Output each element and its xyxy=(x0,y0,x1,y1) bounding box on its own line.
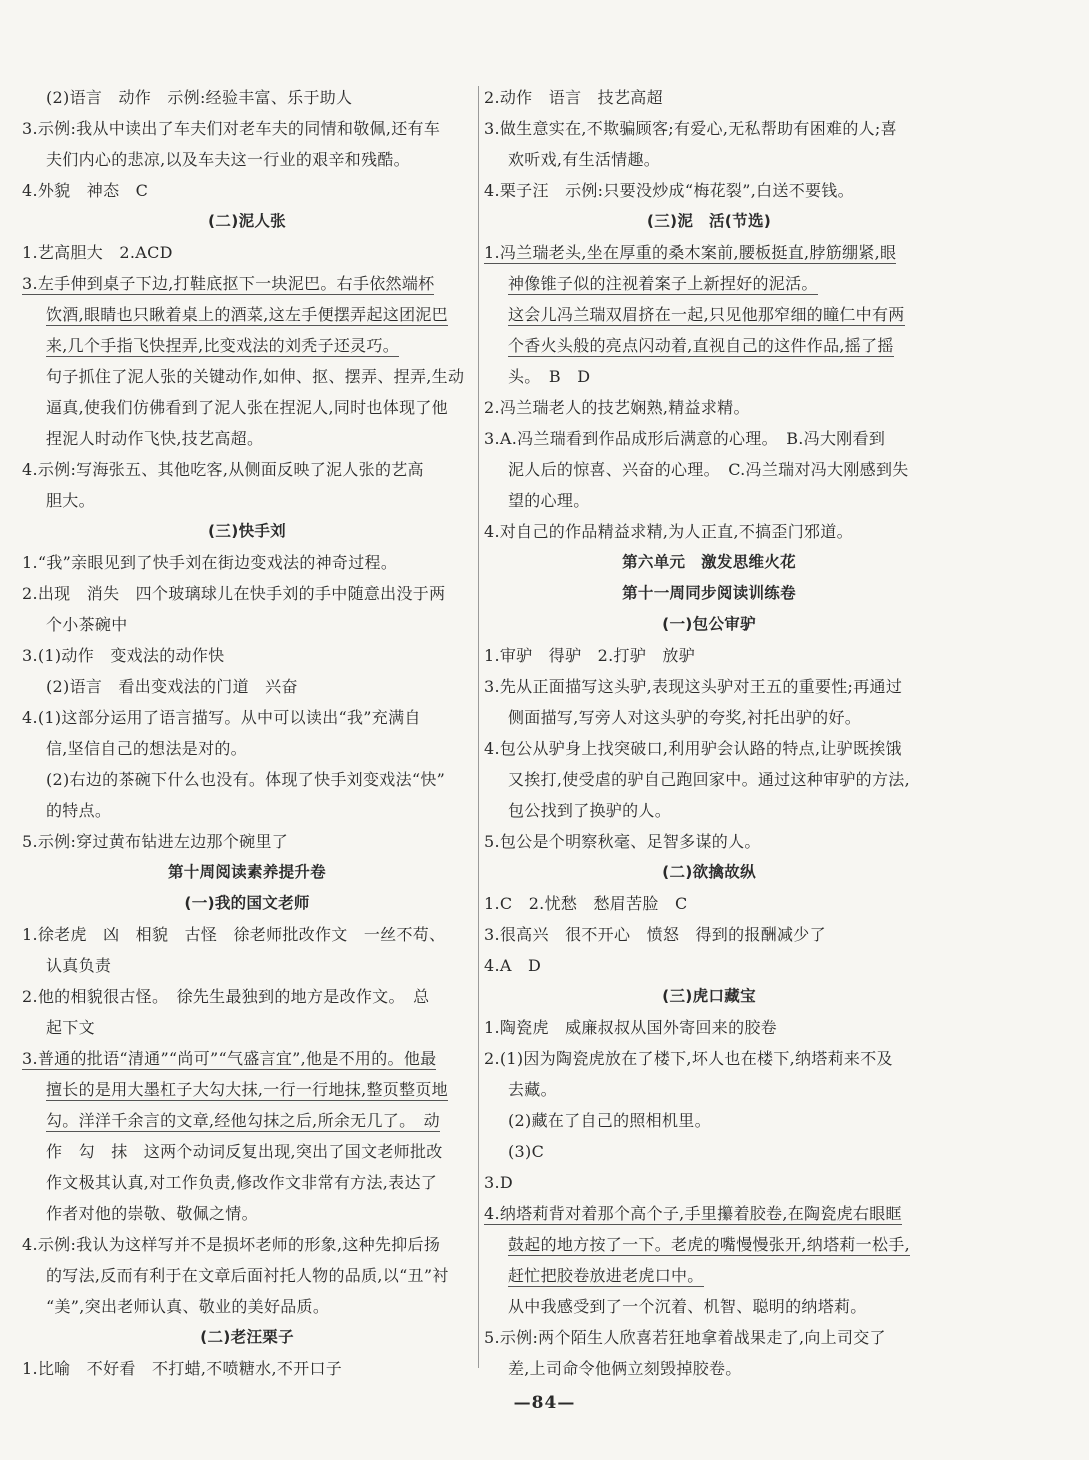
answer-line xyxy=(484,454,934,485)
line-text: 又挨打,使受虐的驴自己跑回家中。通过这种审驴的方法, xyxy=(508,770,910,789)
answer-line xyxy=(22,175,472,206)
answer-line xyxy=(484,485,934,516)
right-column xyxy=(484,82,934,1384)
line-text: 3.(1)动作 变戏法的动作快 xyxy=(22,646,225,665)
answer-line xyxy=(484,1105,934,1136)
left-column xyxy=(22,82,472,1384)
line-text: 侧面描写,写旁人对这头驴的夸奖,衬托出驴的好。 xyxy=(508,708,862,727)
section-heading xyxy=(484,609,934,640)
line-text: 望的心理。 xyxy=(508,491,590,510)
line-text: (二)老汪栗子 xyxy=(200,1328,294,1346)
answer-line xyxy=(22,392,472,423)
answer-line xyxy=(484,1229,934,1260)
line-text: 3.示例:我从中读出了车夫们对老车夫的同情和敬佩,还有车 xyxy=(22,119,441,138)
line-text: (三)泥 活(节选) xyxy=(646,212,772,230)
answer-line xyxy=(484,1291,934,1322)
section-heading xyxy=(484,578,934,609)
line-text: 4.纳塔莉背对着那个高个子,手里攥着胶卷,在陶瓷虎右眼眶 xyxy=(484,1204,902,1223)
line-text: (三)虎口藏宝 xyxy=(662,987,756,1005)
answer-line xyxy=(22,144,472,175)
line-text: 4.(1)这部分运用了语言描写。从中可以读出“我”充满自 xyxy=(22,708,421,727)
answer-line xyxy=(22,237,472,268)
line-text: 3.先从正面描写这头驴,表现这头驴对王五的重要性;再通过 xyxy=(484,677,903,696)
line-text: (2)右边的茶碗下什么也没有。体现了快手刘变戏法“快” xyxy=(46,770,446,789)
answer-line xyxy=(484,175,934,206)
answer-line xyxy=(22,1291,472,1322)
line-text: 2.冯兰瑞老人的技艺娴熟,精益求精。 xyxy=(484,398,750,417)
answer-line xyxy=(484,330,934,361)
line-text: 逼真,使我们仿佛看到了泥人张在捏泥人,同时也体现了他 xyxy=(46,398,448,417)
answer-line xyxy=(22,1353,472,1384)
answer-line xyxy=(484,144,934,175)
section-heading xyxy=(484,981,934,1012)
line-text: 4.示例:我认为这样写并不是损坏老师的形象,这种先抑后扬 xyxy=(22,1235,441,1254)
line-text: (2)语言 动作 示例:经验丰富、乐于助人 xyxy=(46,88,353,107)
line-text: 个小茶碗中 xyxy=(46,615,128,634)
line-text: 3.左手伸到桌子下边,打鞋底抠下一块泥巴。右手依然端杯 xyxy=(22,274,435,293)
line-text: 欢听戏,有生活情趣。 xyxy=(508,150,661,169)
answer-line xyxy=(22,795,472,826)
answer-line xyxy=(484,1322,934,1353)
answer-line xyxy=(22,454,472,485)
answer-line xyxy=(484,764,934,795)
answer-line xyxy=(22,268,472,299)
line-text: 4.A D xyxy=(484,956,542,975)
line-text: 胆大。 xyxy=(46,491,95,510)
line-text: 4.包公从驴身上找突破口,利用驴会认路的特点,让驴既挨饿 xyxy=(484,739,902,758)
line-text: 3.A.冯兰瑞看到作品成形后满意的心理。 B.冯大刚看到 xyxy=(484,429,886,448)
answer-line xyxy=(22,950,472,981)
answer-line xyxy=(22,609,472,640)
answer-line xyxy=(22,981,472,1012)
section-heading xyxy=(484,857,934,888)
answer-line xyxy=(484,423,934,454)
line-text: 5.包公是个明察秋毫、足智多谋的人。 xyxy=(484,832,761,851)
section-heading xyxy=(22,206,472,237)
answer-line xyxy=(22,764,472,795)
answer-line xyxy=(22,702,472,733)
answer-line xyxy=(484,113,934,144)
section-heading xyxy=(484,206,934,237)
answer-line xyxy=(484,640,934,671)
answer-line xyxy=(484,950,934,981)
line-text: 赶忙把胶卷放进老虎口中。 xyxy=(508,1266,704,1285)
line-text: 4.示例:写海张五、其他吃客,从侧面反映了泥人张的艺高 xyxy=(22,460,424,479)
line-text: (2)藏在了自己的照相机里。 xyxy=(508,1111,711,1130)
answer-line xyxy=(22,1198,472,1229)
answer-line xyxy=(22,1043,472,1074)
line-text: 3.D xyxy=(484,1173,513,1192)
line-text: 1.陶瓷虎 威廉叔叔从国外寄回来的胶卷 xyxy=(484,1018,777,1037)
answer-line xyxy=(22,299,472,330)
line-text: 5.示例:穿过黄布钻进左边那个碗里了 xyxy=(22,832,289,851)
answer-line xyxy=(22,919,472,950)
line-text: 第六单元 激发思维火花 xyxy=(622,553,796,571)
line-text: 2.他的相貌很古怪。 徐先生最独到的地方是改作文。 总 xyxy=(22,987,430,1006)
line-text: 这会儿冯兰瑞双眉挤在一起,只见他那窄细的瞳仁中有两 xyxy=(508,305,905,324)
section-heading xyxy=(22,516,472,547)
answer-line xyxy=(484,1074,934,1105)
line-text: 3.很高兴 很不开心 愤怒 得到的报酬减少了 xyxy=(484,925,826,944)
answer-line xyxy=(22,1260,472,1291)
line-text: 4.对自己的作品精益求精,为人正直,不搞歪门邪道。 xyxy=(484,522,853,541)
line-text: 3.普通的批语“清通”“尚可”“气盛言宜”,他是不用的。他最 xyxy=(22,1049,437,1068)
answer-line xyxy=(22,485,472,516)
answer-line xyxy=(22,1012,472,1043)
line-text: 鼓起的地方按了一下。老虎的嘴慢慢张开,纳塔莉一松手, xyxy=(508,1235,910,1254)
answer-line xyxy=(484,919,934,950)
line-text: 饮酒,眼睛也只瞅着桌上的酒菜,这左手便摆弄起这团泥巴 xyxy=(46,305,448,324)
line-text: 头。 B D xyxy=(508,367,591,386)
answer-line xyxy=(22,640,472,671)
answer-line xyxy=(484,671,934,702)
answer-line xyxy=(484,1136,934,1167)
line-text: (二)欲擒故纵 xyxy=(662,863,756,881)
line-text: 泥人后的惊喜、兴奋的心理。 C.冯兰瑞对冯大刚感到失 xyxy=(508,460,909,479)
answer-line xyxy=(484,392,934,423)
answer-line xyxy=(22,578,472,609)
answer-line xyxy=(22,1167,472,1198)
answer-line xyxy=(22,330,472,361)
line-text: (二)泥人张 xyxy=(208,212,286,230)
line-text: (3)C xyxy=(508,1142,545,1161)
answer-line xyxy=(22,547,472,578)
line-text: 信,坚信自己的想法是对的。 xyxy=(46,739,247,758)
line-text: 作 勾 抹 这两个动词反复出现,突出了国文老师批改 xyxy=(46,1142,443,1161)
column-divider xyxy=(478,86,479,1368)
line-text: 的特点。 xyxy=(46,801,112,820)
answer-line xyxy=(22,82,472,113)
line-text: 1.C 2.忧愁 愁眉苦脸 C xyxy=(484,894,688,913)
answer-line xyxy=(22,423,472,454)
answer-line xyxy=(484,826,934,857)
line-text: 1.徐老虎 凶 相貌 古怪 徐老师批改作文 一丝不苟、 xyxy=(22,925,446,944)
line-text: 1.艺高胆大 2.ACD xyxy=(22,243,173,262)
line-text: (三)快手刘 xyxy=(208,522,286,540)
page-number: —84— xyxy=(513,1393,576,1413)
answer-line xyxy=(484,1198,934,1229)
answer-line xyxy=(22,671,472,702)
line-text: (一)我的国文老师 xyxy=(184,894,310,912)
line-text: 夫们内心的悲凉,以及车夫这一行业的艰辛和残酷。 xyxy=(46,150,410,169)
line-text: 神像锥子似的注视着案子上新捏好的泥活。 xyxy=(508,274,818,293)
answer-line xyxy=(484,702,934,733)
line-text: 勾。洋洋千余言的文章,经他勾抹之后,所余无几了。 动 xyxy=(46,1111,440,1130)
answer-line xyxy=(484,795,934,826)
line-text: 个香火头般的亮点闪动着,直视自己的这件作品,摇了摇 xyxy=(508,336,894,355)
line-text: 3.做生意实在,不欺骗顾客;有爱心,无私帮助有困难的人;喜 xyxy=(484,119,897,138)
line-text: 的写法,反而有利于在文章后面衬托人物的品质,以“丑”衬 xyxy=(46,1266,449,1285)
line-text: 包公找到了换驴的人。 xyxy=(508,801,672,820)
line-text: 擅长的是用大墨杠子大勾大抹,一行一行地抹,整页整页地 xyxy=(46,1080,448,1099)
answer-line xyxy=(484,1260,934,1291)
line-text: 去藏。 xyxy=(508,1080,557,1099)
answer-line xyxy=(484,82,934,113)
section-heading xyxy=(22,857,472,888)
section-heading xyxy=(22,888,472,919)
answer-line xyxy=(22,1229,472,1260)
section-heading xyxy=(22,1322,472,1353)
line-text: 2.动作 语言 技艺高超 xyxy=(484,88,663,107)
answer-line xyxy=(22,826,472,857)
line-text: 从中我感受到了一个沉着、机智、聪明的纳塔莉。 xyxy=(508,1297,867,1316)
answer-line xyxy=(484,888,934,919)
line-text: 捏泥人时动作飞快,技艺高超。 xyxy=(46,429,264,448)
line-text: 来,几个手指飞快捏弄,比变戏法的刘秃子还灵巧。 xyxy=(46,336,400,355)
answer-line xyxy=(484,733,934,764)
line-text: 1.“我”亲眼见到了快手刘在街边变戏法的神奇过程。 xyxy=(22,553,398,572)
answer-line xyxy=(484,299,934,330)
line-text: 句子抓住了泥人张的关键动作,如伸、抠、摆弄、捏弄,生动 xyxy=(46,367,465,386)
answer-line xyxy=(22,361,472,392)
line-text: 认真负责 xyxy=(46,956,112,975)
line-text: (一)包公审驴 xyxy=(662,615,756,633)
answer-line xyxy=(22,1136,472,1167)
line-text: (2)语言 看出变戏法的门道 兴奋 xyxy=(46,677,298,696)
section-heading xyxy=(484,547,934,578)
line-text: 1.审驴 得驴 2.打驴 放驴 xyxy=(484,646,696,665)
line-text: 4.栗子汪 示例:只要没炒成“梅花裂”,白送不要钱。 xyxy=(484,181,854,200)
answer-line xyxy=(484,1012,934,1043)
line-text: “美”,突出老师认真、敬业的美好品质。 xyxy=(46,1297,330,1316)
line-text: 4.外貌 神态 C xyxy=(22,181,149,200)
line-text: 1.冯兰瑞老头,坐在厚重的桑木案前,腰板挺直,脖筋绷紧,眼 xyxy=(484,243,897,262)
line-text: 第十周阅读素养提升卷 xyxy=(167,863,326,881)
line-text: 2.(1)因为陶瓷虎放在了楼下,坏人也在楼下,纳塔莉来不及 xyxy=(484,1049,893,1068)
answer-line xyxy=(22,113,472,144)
answer-line xyxy=(484,1167,934,1198)
line-text: 差,上司命令他俩立刻毁掉胶卷。 xyxy=(508,1359,742,1378)
line-text: 2.出现 消失 四个玻璃球儿在快手刘的手中随意出没于两 xyxy=(22,584,446,603)
line-text: 作文极其认真,对工作负责,修改作文非常有方法,表达了 xyxy=(46,1173,438,1192)
answer-line xyxy=(484,516,934,547)
answer-line xyxy=(22,1074,472,1105)
answer-line xyxy=(22,1105,472,1136)
line-text: 起下文 xyxy=(46,1018,95,1037)
answer-line xyxy=(484,268,934,299)
answer-line xyxy=(484,361,934,392)
line-text: 第十一周同步阅读训练卷 xyxy=(622,584,796,602)
answer-line xyxy=(484,237,934,268)
answer-line xyxy=(22,733,472,764)
line-text: 作者对他的崇敬、敬佩之情。 xyxy=(46,1204,258,1223)
line-text: 1.比喻 不好看 不打蜡,不喷糖水,不开口子 xyxy=(22,1359,343,1378)
line-text: 5.示例:两个陌生人欣喜若狂地拿着战果走了,向上司交了 xyxy=(484,1328,886,1347)
answer-line xyxy=(484,1353,934,1384)
answer-line xyxy=(484,1043,934,1074)
